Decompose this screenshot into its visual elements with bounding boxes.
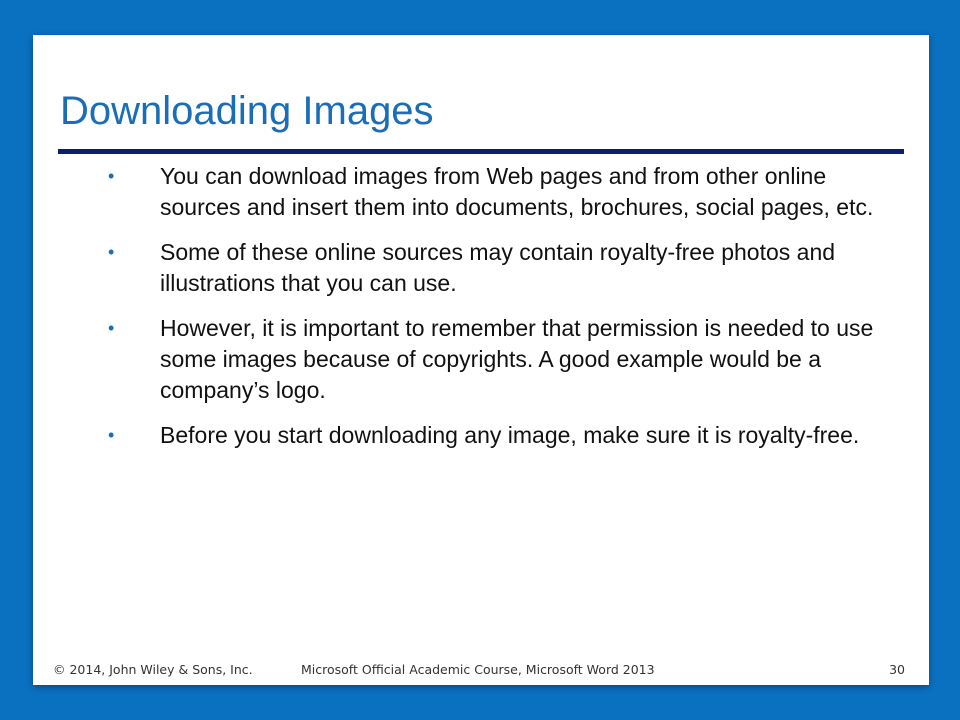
slide-number: 30 (889, 662, 905, 677)
footer-course-title: Microsoft Official Academic Course, Microsoft Word 2013 (301, 662, 655, 677)
bullet-text: Before you start downloading any image, make sure it is royalty-free. (160, 422, 860, 448)
bullet-dot-icon: • (108, 425, 115, 445)
bullet-list (108, 161, 908, 465)
bullet-text: However, it is important to remember that permission is needed to use some images because of copyrights. A good example would be a company’s logo. (160, 315, 874, 403)
bullet-dot-icon: • (108, 242, 115, 262)
bullet-item (108, 313, 908, 406)
bullet-item (108, 420, 908, 451)
title-divider (58, 149, 904, 154)
bullet-text: Some of these online sources may contain royalty-free photos and illustrations that you can use. (160, 239, 836, 296)
slide (33, 35, 929, 685)
bullet-item (108, 161, 908, 223)
bullet-text: You can download images from Web pages and from other online sources and insert them into documents, brochures, social pages, etc. (160, 163, 874, 220)
bullet-dot-icon: • (108, 318, 115, 338)
bullet-dot-icon: • (108, 166, 115, 186)
slide-footer (53, 661, 905, 679)
slide-title: Downloading Images (60, 89, 434, 133)
bullet-item (108, 237, 908, 299)
footer-copyright: © 2014, John Wiley & Sons, Inc. (53, 662, 253, 677)
